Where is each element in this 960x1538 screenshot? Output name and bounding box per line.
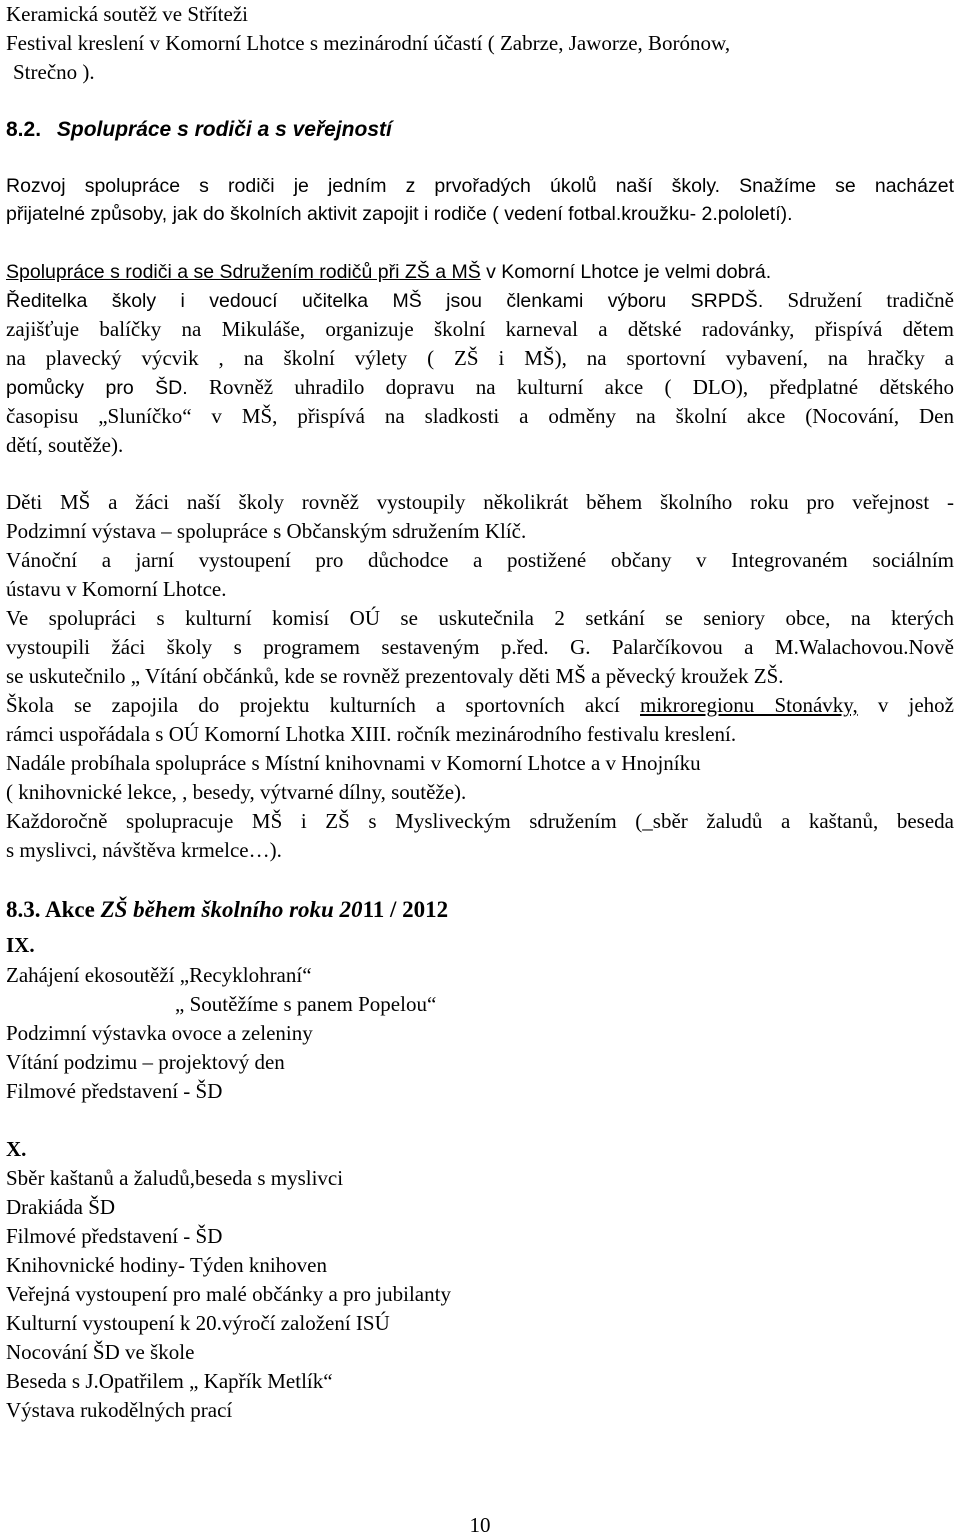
list-item: Veřejná vystoupení pro malé občánky a pro jubilanty: [6, 1282, 451, 1306]
paragraph-line: rámci uspořádala s OÚ Komorní Lhotka XIII. ročník mezinárodního festivalu kreslení.: [6, 722, 737, 746]
list-item: Kulturní vystoupení k 20.výročí založení ISÚ: [6, 1311, 390, 1335]
underlined-phrase: Spolupráce s rodiči a se Sdružením rodičů při ZŠ a MŠ: [6, 261, 481, 283]
list-item: Sběr kaštanů a žaludů,beseda s myslivci: [6, 1166, 344, 1190]
paragraph-line: přijatelné způsoby, jak do školních aktivit zapojit i rodiče ( vedení fotbal.kroužku- 2.pololetí).: [6, 203, 793, 225]
paragraph-line: na plavecký výcvik , na školní výlety ( ZŠ i MŠ), na sportovní vybavení, na hračky a: [6, 346, 954, 370]
month-label: IX.: [6, 933, 35, 957]
paragraph-line: vystoupili žáci školy s programem sestaveným p.řed. G. Palarčíkovou a M.Walachovou.Nově: [6, 635, 954, 659]
list-item: Podzimní výstavka ovoce a zeleniny: [6, 1021, 313, 1045]
list-item: Vítání podzimu – projektový den: [6, 1050, 285, 1074]
list-item: Filmové představení - ŠD: [6, 1079, 223, 1103]
paragraph-line: se uskutečnilo „ Vítání občánků, kde se rovněž prezentovaly děti MŠ a pěvecký kroužek ZŠ.: [6, 664, 784, 688]
text-line: Festival kreslení v Komorní Lhotce s mezinárodní účastí ( Zabrze, Jaworze, Borónow,: [6, 31, 731, 55]
page-number: 10: [469, 1513, 491, 1537]
text-line: Keramická soutěž ve Stříteži: [6, 2, 248, 26]
paragraph-line: zajišťuje balíčky na Mikuláše, organizuje školní karneval a dětské radovánky, přispívá dětem: [6, 317, 954, 341]
paragraph-line: časopisu „Sluníčko“ v MŠ, přispívá na sladkosti a odměny na školní akce (Nocování, Den: [6, 404, 954, 428]
underlined-link-text: mikroregionu Stonávky,: [640, 693, 858, 717]
heading-title: Spolupráce s rodiči a s veřejností: [56, 118, 392, 141]
paragraph-line: Ředitelka školy i vedoucí učitelka MŠ jsou členkami výboru SRPDŠ. Sdružení tradičně: [6, 288, 954, 312]
list-item: Beseda s J.Opatřilem „ Kapřík Metlík“: [6, 1369, 333, 1393]
paragraph-line: Nadále probíhala spolupráce s Místní knihovnami v Komorní Lhotce a v Hnojníku: [6, 751, 701, 775]
paragraph-line: pomůcky pro ŠD. Rovněž uhradilo dopravu na kulturní akce ( DLO), předplatné dětského: [6, 375, 954, 399]
paragraph-line: Ve spolupráci s kulturní komisí OÚ se uskutečnila 2 setkání se seniory obce, na kterých: [6, 606, 954, 630]
list-item: „ Soutěžíme s panem Popelou“: [175, 992, 437, 1016]
month-label: X.: [6, 1137, 27, 1161]
paragraph-line: Každoročně spolupracuje MŠ i ZŠ s Mysliveckým sdružením (_sběr žaludů a kaštanů, beseda: [6, 809, 954, 833]
list-item: Nocování ŠD ve škole: [6, 1340, 195, 1364]
paragraph-line: ústavu v Komorní Lhotce.: [6, 577, 227, 601]
paragraph-line: s myslivci, návštěva krmelce…).: [6, 838, 282, 862]
paragraph-line: Děti MŠ a žáci naší školy rovněž vystoupily několikrát během školního roku pro veřejnost -: [6, 490, 954, 514]
list-item: Filmové představení - ŠD: [6, 1224, 223, 1248]
text-line: Strečno ).: [13, 60, 95, 84]
paragraph-line: dětí, soutěže).: [6, 433, 124, 457]
paragraph-line: Vánoční a jarní vystoupení pro důchodce a postižené občany v Integrovaném sociálním: [6, 548, 954, 572]
list-item: Drakiáda ŠD: [6, 1195, 116, 1219]
paragraph-line: Škola se zapojila do projektu kulturních a sportovních akcí mikroregionu Stonávky, v jehož: [6, 693, 955, 717]
list-item: Zahájení ekosoutěží „Recyklohraní“: [6, 963, 312, 987]
paragraph-line: Podzimní výstava – spolupráce s Občanským sdružením Klíč.: [6, 519, 527, 543]
paragraph-line: ( knihovnické lekce, , besedy, výtvarné dílny, soutěže).: [6, 780, 467, 804]
list-item: Knihovnické hodiny- Týden knihoven: [6, 1253, 327, 1277]
paragraph-line: Rozvoj spolupráce s rodiči je jedním z prvořadých úkolů naší školy. Snažíme se nacházet: [6, 175, 954, 197]
paragraph-line: Spolupráce s rodiči a se Sdružením rodičů při ZŠ a MŠ v Komorní Lhotce je velmi dobrá.: [6, 261, 772, 283]
section-heading-8-2: [6, 115, 392, 144]
list-item: Výstava rukodělných prací: [6, 1398, 233, 1422]
section-heading-8-3: 8.3. Akce ZŠ během školního roku 2011 / 2012: [6, 897, 449, 922]
heading-number: 8.2.: [6, 118, 42, 141]
